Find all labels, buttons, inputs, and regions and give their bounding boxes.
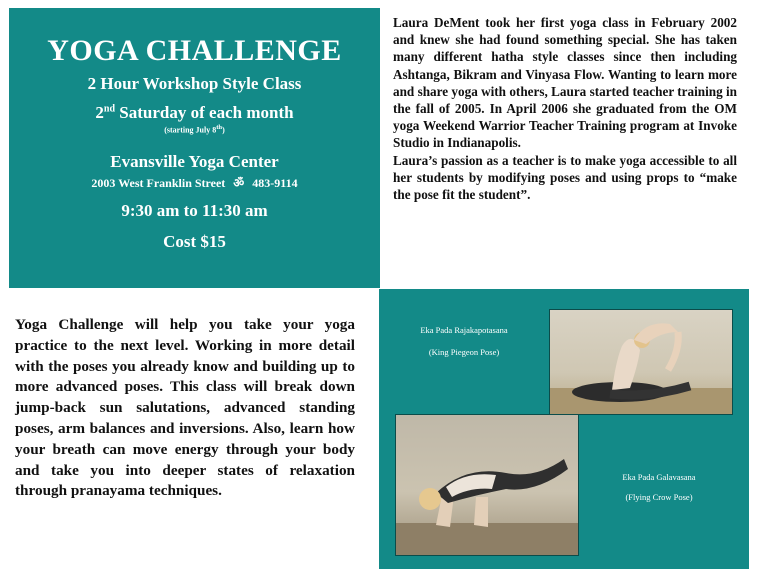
bio-paragraph: Laura DeMent took her first yoga class in February 2002 and knew she had found something special. She has taken many different hatha style classes since then including Ashtanga, Bikram and Vinyasa Flow. Wanting to learn more and share yoga with others, Laura started teacher training in the fall of 2005. In April 2006 she graduated from the OM yoga Weekend Warrior Teacher Training program at Invoke Studio in Indianapolis.: [393, 15, 737, 151]
photo-panel: [379, 289, 749, 569]
flyer-title: YOGA CHALLENGE: [47, 34, 342, 67]
class-cost: Cost $15: [163, 232, 226, 251]
flying-crow-caption-name: Eka Pada Galavasana: [622, 472, 696, 482]
schedule-note-text: (starting July 8: [164, 125, 217, 135]
venue-address: [9, 174, 380, 191]
phone-number: 483-9114: [252, 176, 298, 190]
class-description: Yoga Challenge will help you take your yoga practice to the next level. Working in more detail with the poses you already know and building up to more advanced poses. This class will break down jump-back sun salutations, advanced standing poses, arm balances and inversions. Also, learn how your breath can move energy through your body and take you into deeper states of relaxation through pranayama techniques.: [15, 316, 355, 500]
schedule-start-note: [9, 124, 380, 135]
king-pigeon-caption-name: Eka Pada Rajakapotasana: [420, 325, 508, 335]
street-address: 2003 West Franklin Street: [91, 176, 226, 190]
king-pigeon-photo: [549, 309, 733, 415]
flying-crow-caption-pose: (Flying Crow Pose): [625, 492, 693, 502]
schedule-ordinal-suffix: nd: [103, 103, 116, 115]
schedule-line: [9, 103, 380, 123]
schedule-note-sup: th: [216, 124, 223, 131]
instructor-bio: [393, 14, 737, 203]
om-icon: ॐ: [233, 176, 245, 190]
flying-crow-photo: [395, 414, 579, 556]
venue-name: Evansville Yoga Center: [110, 152, 279, 171]
workshop-info-panel: [9, 8, 380, 288]
king-pigeon-caption-pose: (King Piegeon Pose): [428, 347, 500, 357]
flyer-subtitle: 2 Hour Workshop Style Class: [87, 74, 302, 93]
bio-paragraph: Laura’s passion as a teacher is to make yoga accessible to all her students by modifying poses and using props to “make the pose fit the student”.: [393, 152, 737, 203]
flying-crow-figure-icon: [396, 415, 578, 555]
schedule-text: Saturday of each month: [115, 103, 294, 122]
king-pigeon-figure-icon: [550, 310, 732, 414]
class-time: 9:30 am to 11:30 am: [121, 201, 268, 220]
schedule-ordinal: 2: [95, 103, 104, 122]
schedule-note-close: ): [222, 125, 225, 135]
